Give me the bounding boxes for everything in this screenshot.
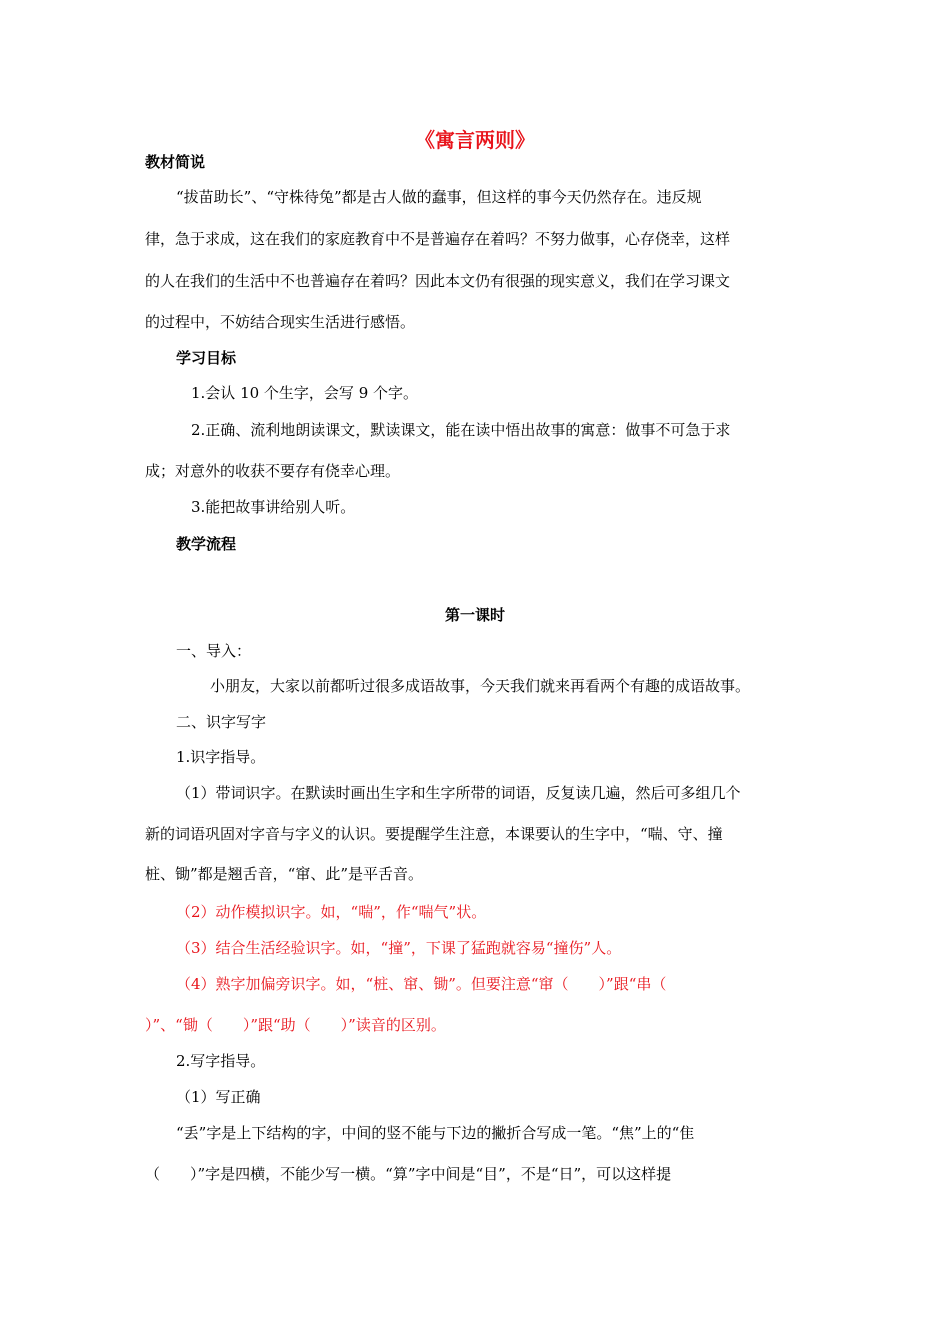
paragraph-line: “拔苗助长”、“守株待兔”都是古人做的蠢事，但这样的事今天仍然存在。违反规 xyxy=(176,188,702,206)
paragraph-line: （1）写正确 xyxy=(176,1088,261,1106)
paragraph-line: （ ）”字是四横，不能少写一横。“算”字中间是“目”，不是“日”，可以这样提 xyxy=(145,1165,672,1183)
goal-item-continued: 成；对意外的收获不要存有侥幸心理。 xyxy=(145,462,401,480)
highlighted-line: （2）动作模拟识字。如，“喘”，作“喘气”状。 xyxy=(176,903,487,921)
paragraph-line: 桩、锄”都是翘舌音，“窜、此”是平舌音。 xyxy=(145,865,424,883)
highlighted-line: ）”、“锄（ ）”跟“助（ ）”读音的区别。 xyxy=(145,1016,446,1034)
highlighted-line: （4）熟字加偏旁识字。如，“桩、窜、锄”。但要注意“窜（ ）”跟“串（ xyxy=(176,975,667,993)
goal-item: 1.会认 10 个生字，会写 9 个字。 xyxy=(191,384,419,402)
paragraph-line: 的人在我们的生活中不也普遍存在着吗？因此本文仍有很强的现实意义，我们在学习课文 xyxy=(145,272,731,290)
part-heading: 二、识字写字 xyxy=(176,713,267,731)
highlighted-line: （3）结合生活经验识字。如，“撞”，下课了猛跑就容易“撞伤”人。 xyxy=(176,939,622,957)
part-heading: 一、导入： xyxy=(176,642,252,660)
subsection-heading: 2.写字指导。 xyxy=(176,1052,266,1070)
section-heading-flow: 教学流程 xyxy=(176,535,237,553)
subsection-heading: 1.识字指导。 xyxy=(176,748,266,766)
paragraph-line: （1）带词识字。在默读时画出生字和生字所带的词语，反复读几遍，然后可多组几个 xyxy=(176,784,741,802)
paragraph-line: 小朋友，大家以前都听过很多成语故事，今天我们就来再看两个有趣的成语故事。 xyxy=(210,677,751,695)
section-heading-goals: 学习目标 xyxy=(176,349,237,367)
lesson-heading: 第一课时 xyxy=(444,606,505,624)
paragraph-line: 的过程中，不妨结合现实生活进行感悟。 xyxy=(145,313,416,331)
goal-item: 3.能把故事讲给别人听。 xyxy=(191,498,356,516)
paragraph-line: 新的词语巩固对字音与字义的认识。要提醒学生注意，本课要认的生字中，“喘、守、撞 xyxy=(145,825,723,843)
document-title: 《寓言两则》 xyxy=(415,128,535,152)
goal-item: 2.正确、流利地朗读课文，默读课文，能在读中悟出故事的寓意：做事不可急于求 xyxy=(191,421,731,439)
paragraph-line: 律，急于求成，这在我们的家庭教育中不是普遍存在着吗？不努力做事，心存侥幸，这样 xyxy=(145,230,731,248)
paragraph-line: “丢”字是上下结构的字，中间的竖不能与下边的撇折合写成一笔。“焦”上的“隹 xyxy=(176,1124,695,1142)
section-heading-intro: 教材简说 xyxy=(145,153,206,171)
